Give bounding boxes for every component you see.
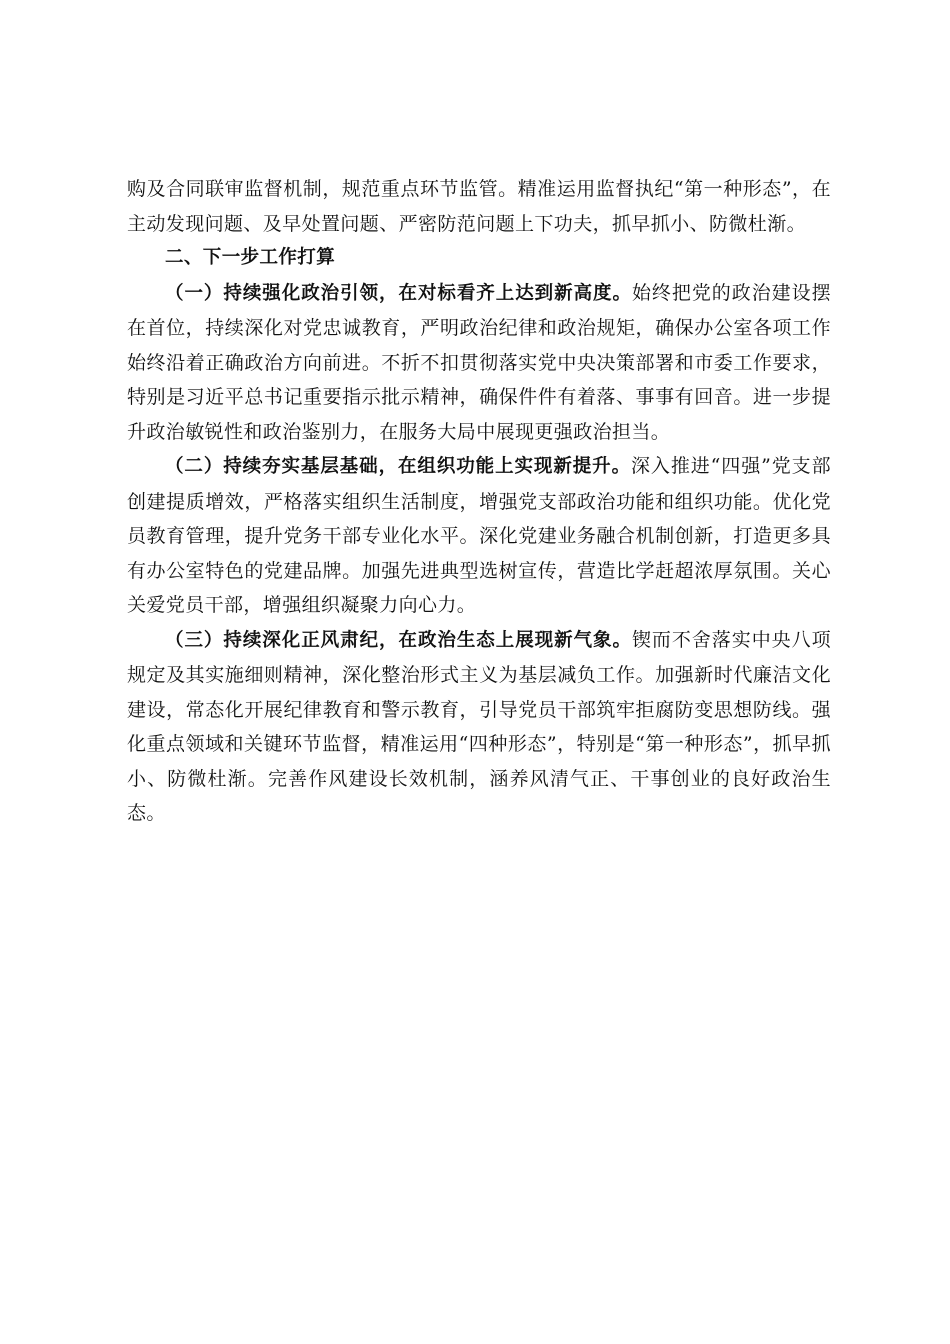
item-lead-1: （一）持续强化政治引领，在对标看齐上达到新高度。 [165,282,632,304]
item-lead-3: （三）持续深化正风肃纪，在政治生态上展现新气象。 [165,629,632,651]
item-body-2: 深入推进“四强”党支部创建提质增效，严格落实组织生活制度，增强党支部政治功能和组织功能。优化党员教育管理，提升党务干部专业化水平。深化党建业务融合机制创新，打造更多具有办公室特色的党建品牌。加强先进典型选树宣传，营造比学赶超浓厚氛围。关心关爱党员干部，增强组织凝聚力向心力。 [127,455,831,616]
continuation-paragraph: 购及合同联审监督机制，规范重点环节监管。精准运用监督执纪“第一种形态”，在主动发现问题、及早处置问题、严密防范问题上下功夫，抓早抓小、防微杜渐。 [127,178,831,235]
item-body-3: 锲而不舍落实中央八项规定及其实施细则精神，深化整治形式主义为基层减负工作。加强新时代廉洁文化建设，常态化开展纪律教育和警示教育，引导党员干部筑牢拒腐防变思想防线。强化重点领域和关键环节监督，精准运用“四种形态”，特别是“第一种形态”，抓早抓小、防微杜渐。完善作风建设长效机制，涵养风清气正、干事创业的良好政治生态。 [127,628,831,824]
item-body-1: 始终把党的政治建设摆在首位，持续深化对党忠诚教育，严明政治纪律和政治规矩，确保办公室各项工作始终沿着正确政治方向前进。不折不扣贯彻落实党中央决策部署和市委工作要求，特别是习近平总书记重要指示批示精神，确保件件有着落、事事有回音。进一步提升政治敏锐性和政治鉴别力，在服务大局中展现更强政治担当。 [127,281,831,443]
item-lead-2: （二）持续夯实基层基础，在组织功能上实现新提升。 [165,456,631,477]
item-paragraph-1 [127,276,831,450]
item-paragraph-2 [127,449,831,623]
item-paragraph-3 [127,623,831,831]
section-heading: 二、下一步工作打算 [165,247,336,268]
document-body [127,172,831,831]
